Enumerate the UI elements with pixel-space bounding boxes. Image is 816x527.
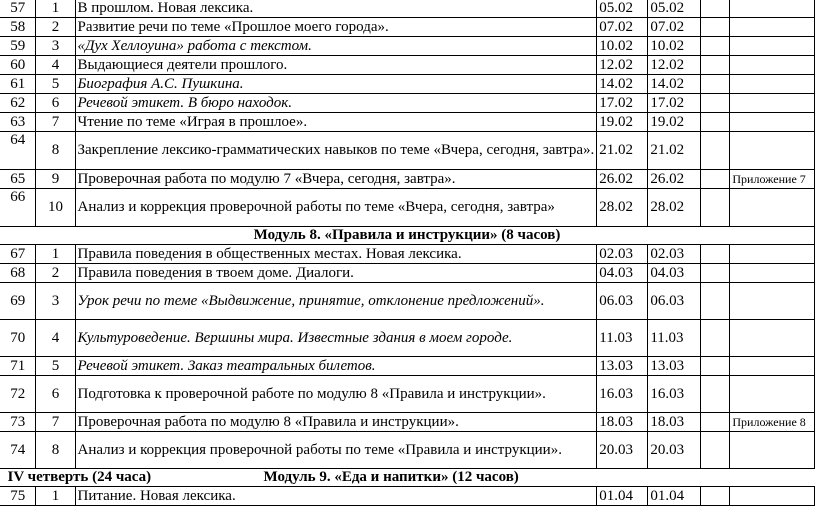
actual-date: 18.03 bbox=[648, 413, 701, 432]
table-row bbox=[0, 245, 815, 264]
actual-date: 01.04 bbox=[648, 487, 701, 506]
actual-date: 06.03 bbox=[648, 283, 701, 320]
lesson-number: 69 bbox=[0, 283, 36, 320]
planned-date: 10.02 bbox=[597, 37, 648, 56]
planned-date: 20.03 bbox=[597, 432, 648, 469]
module-lesson-number: 7 bbox=[36, 413, 75, 432]
table-row bbox=[0, 320, 815, 357]
lesson-number: 66 bbox=[0, 189, 36, 227]
module-8-title: Модуль 8. «Правила и инструкции» (8 часов) bbox=[0, 227, 815, 245]
empty-cell bbox=[701, 94, 730, 113]
module-lesson-number: 10 bbox=[36, 189, 75, 227]
planned-date: 07.02 bbox=[597, 18, 648, 37]
table-row bbox=[0, 37, 815, 56]
actual-date: 16.03 bbox=[648, 376, 701, 413]
module-lesson-number: 1 bbox=[36, 487, 75, 506]
actual-date: 14.02 bbox=[648, 75, 701, 94]
planned-date: 02.03 bbox=[597, 245, 648, 264]
planned-date: 14.02 bbox=[597, 75, 648, 94]
appendix-note bbox=[730, 113, 815, 132]
table-row bbox=[0, 75, 815, 94]
empty-cell bbox=[701, 264, 730, 283]
lesson-topic: Правила поведения в твоем доме. Диалоги. bbox=[75, 264, 597, 283]
module-lesson-number: 5 bbox=[36, 357, 75, 376]
appendix-note bbox=[730, 56, 815, 75]
appendix-note bbox=[730, 357, 815, 376]
lesson-number: 71 bbox=[0, 357, 36, 376]
empty-cell bbox=[701, 357, 730, 376]
appendix-note bbox=[730, 94, 815, 113]
appendix-note bbox=[730, 320, 815, 357]
lesson-topic: Речевой этикет. В бюро находок. bbox=[75, 94, 597, 113]
lesson-topic: Культуроведение. Вершины мира. Известные здания в моем городе. bbox=[75, 320, 597, 357]
appendix-note: Приложение 7 bbox=[730, 170, 815, 189]
lesson-number: 59 bbox=[0, 37, 36, 56]
lesson-topic: Биография А.С. Пушкина. bbox=[75, 75, 597, 94]
table-row bbox=[0, 432, 815, 469]
module-7-rows bbox=[0, 0, 815, 227]
lesson-topic: Урок речи по теме «Выдвижение, принятие, отклонение предложений». bbox=[75, 283, 597, 320]
lesson-topic: Проверочная работа по модулю 8 «Правила и инструкции». bbox=[75, 413, 597, 432]
table-row bbox=[0, 487, 815, 506]
lesson-topic: Анализ и коррекция проверочной работы по теме «Правила и инструкции». bbox=[75, 432, 597, 469]
lesson-number: 75 bbox=[0, 487, 36, 506]
planned-date: 18.03 bbox=[597, 413, 648, 432]
table-row bbox=[0, 376, 815, 413]
appendix-note bbox=[730, 189, 815, 227]
actual-date: 13.03 bbox=[648, 357, 701, 376]
lesson-number: 67 bbox=[0, 245, 36, 264]
module-lesson-number: 9 bbox=[36, 170, 75, 189]
lesson-number: 62 bbox=[0, 94, 36, 113]
table-row bbox=[0, 132, 815, 170]
appendix-note bbox=[730, 18, 815, 37]
planned-date: 21.02 bbox=[597, 132, 648, 170]
lesson-topic: Чтение по теме «Играя в прошлое». bbox=[75, 113, 597, 132]
actual-date: 20.03 bbox=[648, 432, 701, 469]
quarter-header bbox=[0, 469, 815, 487]
appendix-note bbox=[730, 283, 815, 320]
actual-date: 21.02 bbox=[648, 132, 701, 170]
lesson-topic: Закрепление лексико-грамматических навыков по теме «Вчера, сегодня, завтра». bbox=[75, 132, 597, 170]
table-row bbox=[0, 113, 815, 132]
lesson-number: 61 bbox=[0, 75, 36, 94]
appendix-note: Приложение 8 bbox=[730, 413, 815, 432]
table-row bbox=[0, 413, 815, 432]
empty-cell bbox=[701, 56, 730, 75]
module-8-header bbox=[0, 227, 815, 245]
appendix-note bbox=[730, 75, 815, 94]
empty-cell bbox=[701, 113, 730, 132]
module-lesson-number: 2 bbox=[36, 264, 75, 283]
lesson-number: 68 bbox=[0, 264, 36, 283]
module-9-title: Модуль 9. «Еда и напитки» (12 часов) bbox=[263, 469, 519, 485]
lesson-topic: В прошлом. Новая лексика. bbox=[75, 0, 597, 18]
module-lesson-number: 8 bbox=[36, 432, 75, 469]
lesson-number: 73 bbox=[0, 413, 36, 432]
module-lesson-number: 4 bbox=[36, 56, 75, 75]
planned-date: 12.02 bbox=[597, 56, 648, 75]
module-lesson-number: 1 bbox=[36, 0, 75, 18]
actual-date: 10.02 bbox=[648, 37, 701, 56]
actual-date: 02.03 bbox=[648, 245, 701, 264]
lesson-number: 64 bbox=[0, 132, 36, 170]
lesson-number: 63 bbox=[0, 113, 36, 132]
empty-cell bbox=[701, 132, 730, 170]
actual-date: 05.02 bbox=[648, 0, 701, 18]
planned-date: 17.02 bbox=[597, 94, 648, 113]
lesson-topic: Анализ и коррекция проверочной работы по теме «Вчера, сегодня, завтра» bbox=[75, 189, 597, 227]
module-lesson-number: 6 bbox=[36, 376, 75, 413]
quarter-header-cell bbox=[0, 469, 815, 487]
planned-date: 16.03 bbox=[597, 376, 648, 413]
appendix-note bbox=[730, 132, 815, 170]
empty-cell bbox=[701, 487, 730, 506]
lesson-number: 70 bbox=[0, 320, 36, 357]
module-lesson-number: 1 bbox=[36, 245, 75, 264]
table-row bbox=[0, 94, 815, 113]
planned-date: 19.02 bbox=[597, 113, 648, 132]
empty-cell bbox=[701, 75, 730, 94]
module-header-row bbox=[0, 227, 815, 245]
lesson-topic: Речевой этикет. Заказ театральных билетов. bbox=[75, 357, 597, 376]
actual-date: 19.02 bbox=[648, 113, 701, 132]
lesson-topic: Подготовка к проверочной работе по модулю 8 «Правила и инструкции». bbox=[75, 376, 597, 413]
table-row bbox=[0, 264, 815, 283]
appendix-note bbox=[730, 37, 815, 56]
lesson-number: 72 bbox=[0, 376, 36, 413]
lesson-topic: Развитие речи по теме «Прошлое моего города». bbox=[75, 18, 597, 37]
empty-cell bbox=[701, 170, 730, 189]
empty-cell bbox=[701, 37, 730, 56]
lesson-topic: Правила поведения в общественных местах. Новая лексика. bbox=[75, 245, 597, 264]
lesson-topic: «Дух Хеллоуина» работа с текстом. bbox=[75, 37, 597, 56]
lesson-topic: Питание. Новая лексика. bbox=[75, 487, 597, 506]
actual-date: 07.02 bbox=[648, 18, 701, 37]
empty-cell bbox=[701, 376, 730, 413]
actual-date: 17.02 bbox=[648, 94, 701, 113]
planned-date: 01.04 bbox=[597, 487, 648, 506]
lesson-number: 74 bbox=[0, 432, 36, 469]
appendix-note bbox=[730, 376, 815, 413]
module-lesson-number: 5 bbox=[36, 75, 75, 94]
planned-date: 04.03 bbox=[597, 264, 648, 283]
module-lesson-number: 8 bbox=[36, 132, 75, 170]
table-row bbox=[0, 357, 815, 376]
module-lesson-number: 6 bbox=[36, 94, 75, 113]
appendix-note bbox=[730, 487, 815, 506]
lesson-topic: Проверочная работа по модулю 7 «Вчера, сегодня, завтра». bbox=[75, 170, 597, 189]
actual-date: 11.03 bbox=[648, 320, 701, 357]
table-row bbox=[0, 170, 815, 189]
empty-cell bbox=[701, 245, 730, 264]
appendix-note bbox=[730, 432, 815, 469]
lesson-number: 60 bbox=[0, 56, 36, 75]
table-row bbox=[0, 56, 815, 75]
module-lesson-number: 7 bbox=[36, 113, 75, 132]
actual-date: 26.02 bbox=[648, 170, 701, 189]
empty-cell bbox=[701, 432, 730, 469]
table-row bbox=[0, 283, 815, 320]
empty-cell bbox=[701, 189, 730, 227]
appendix-note bbox=[730, 264, 815, 283]
actual-date: 12.02 bbox=[648, 56, 701, 75]
empty-cell bbox=[701, 18, 730, 37]
table-row bbox=[0, 0, 815, 18]
module-lesson-number: 2 bbox=[36, 18, 75, 37]
lesson-number: 58 bbox=[0, 18, 36, 37]
quarter-title: IV четверть (24 часа) bbox=[7, 469, 152, 485]
planned-date: 05.02 bbox=[597, 0, 648, 18]
actual-date: 28.02 bbox=[648, 189, 701, 227]
module-lesson-number: 3 bbox=[36, 283, 75, 320]
actual-date: 04.03 bbox=[648, 264, 701, 283]
planned-date: 11.03 bbox=[597, 320, 648, 357]
lesson-topic: Выдающиеся деятели прошлого. bbox=[75, 56, 597, 75]
planned-date: 28.02 bbox=[597, 189, 648, 227]
empty-cell bbox=[701, 283, 730, 320]
table-row bbox=[0, 18, 815, 37]
planned-date: 13.03 bbox=[597, 357, 648, 376]
appendix-note bbox=[730, 245, 815, 264]
module-9-rows bbox=[0, 487, 815, 506]
lesson-number: 65 bbox=[0, 170, 36, 189]
appendix-note bbox=[730, 0, 815, 18]
planned-date: 26.02 bbox=[597, 170, 648, 189]
quarter-header-row bbox=[0, 469, 815, 487]
empty-cell bbox=[701, 0, 730, 18]
module-8-rows bbox=[0, 245, 815, 469]
lesson-number: 57 bbox=[0, 0, 36, 18]
empty-cell bbox=[701, 320, 730, 357]
empty-cell bbox=[701, 413, 730, 432]
table-row bbox=[0, 189, 815, 227]
module-lesson-number: 4 bbox=[36, 320, 75, 357]
planned-date: 06.03 bbox=[597, 283, 648, 320]
module-lesson-number: 3 bbox=[36, 37, 75, 56]
